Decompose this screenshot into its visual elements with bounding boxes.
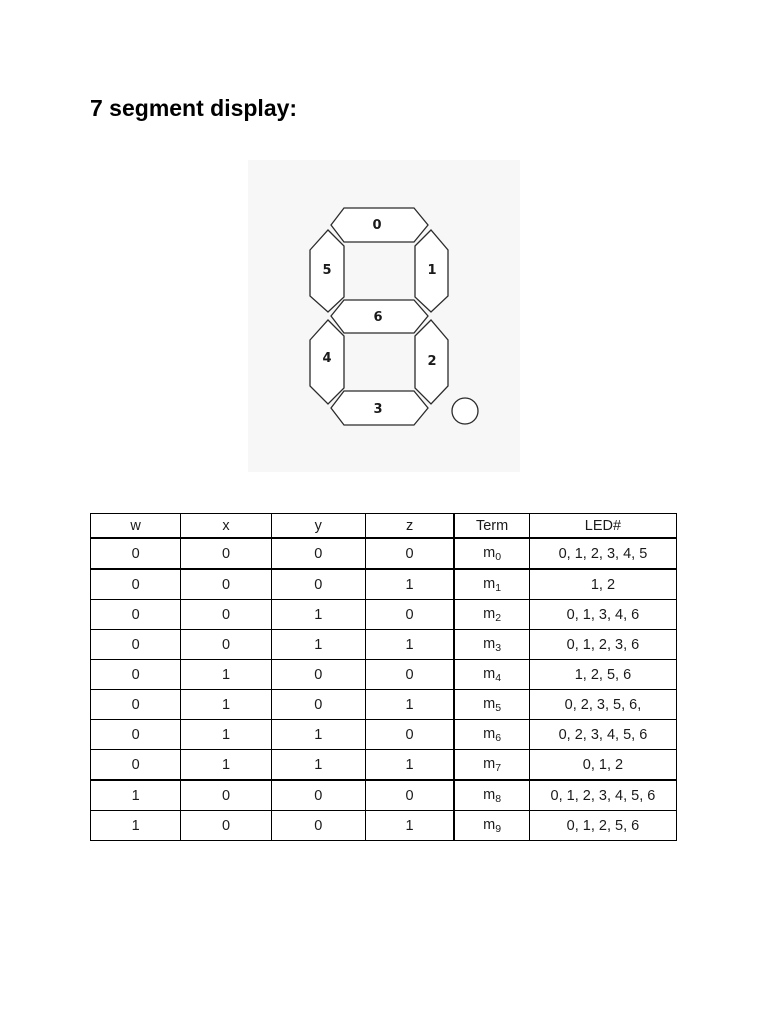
cell-w: 0	[91, 600, 181, 630]
cell-y: 0	[271, 780, 365, 811]
segment-2-label: 2	[427, 354, 437, 369]
cell-y: 1	[271, 630, 365, 660]
page-title: 7 segment display:	[90, 95, 298, 121]
term-subscript: 0	[495, 550, 502, 563]
cell-y: 0	[271, 660, 365, 690]
table-row	[91, 600, 677, 630]
cell-term	[454, 720, 529, 750]
cell-term	[454, 811, 529, 841]
term-subscript: 9	[495, 822, 502, 835]
cell-w: 0	[91, 630, 181, 660]
term-subscript: 6	[495, 731, 502, 744]
term-subscript: 8	[495, 792, 502, 805]
term-subscript: 7	[495, 761, 502, 774]
cell-term	[454, 690, 529, 720]
segment-1-label: 1	[427, 263, 437, 278]
cell-term	[454, 600, 529, 630]
cell-z: 1	[365, 690, 454, 720]
cell-y: 1	[271, 600, 365, 630]
cell-w: 0	[91, 660, 181, 690]
cell-term	[454, 660, 529, 690]
table-header-row	[91, 514, 677, 539]
cell-x: 0	[181, 811, 271, 841]
cell-w: 0	[91, 538, 181, 569]
cell-z: 1	[365, 811, 454, 841]
cell-w: 1	[91, 780, 181, 811]
header-term: Term	[454, 514, 529, 539]
cell-z: 0	[365, 720, 454, 750]
cell-term	[454, 569, 529, 600]
table-row	[91, 811, 677, 841]
cell-z: 0	[365, 600, 454, 630]
cell-y: 1	[271, 720, 365, 750]
cell-y: 0	[271, 811, 365, 841]
cell-term	[454, 630, 529, 660]
term-subscript: 5	[495, 701, 502, 714]
segment-6-label: 6	[373, 310, 383, 325]
truth-table	[90, 513, 677, 841]
cell-term	[454, 780, 529, 811]
table-row	[91, 750, 677, 781]
cell-term	[454, 538, 529, 569]
cell-w: 0	[91, 750, 181, 781]
term-symbol: m	[483, 575, 496, 592]
cell-z: 0	[365, 538, 454, 569]
term-symbol: m	[483, 786, 496, 803]
header-led: LED#	[529, 514, 676, 539]
segment-3-label: 3	[373, 402, 383, 417]
cell-led: 0, 1, 2, 3, 4, 5, 6	[529, 780, 676, 811]
cell-led: 0, 1, 3, 4, 6	[529, 600, 676, 630]
cell-led: 0, 2, 3, 4, 5, 6	[529, 720, 676, 750]
term-subscript: 3	[495, 641, 502, 654]
table-row	[91, 630, 677, 660]
table-row	[91, 780, 677, 811]
cell-led: 0, 1, 2	[529, 750, 676, 781]
seven-segment-diagram	[248, 160, 520, 472]
table-row	[91, 538, 677, 569]
cell-x: 0	[181, 630, 271, 660]
term-symbol: m	[483, 665, 496, 682]
term-subscript: 1	[495, 581, 502, 594]
cell-y: 0	[271, 538, 365, 569]
term-symbol: m	[483, 544, 496, 561]
term-subscript: 4	[495, 671, 502, 684]
cell-z: 0	[365, 660, 454, 690]
cell-z: 1	[365, 630, 454, 660]
cell-x: 1	[181, 720, 271, 750]
cell-z: 1	[365, 569, 454, 600]
table-row	[91, 569, 677, 600]
cell-led: 0, 1, 2, 5, 6	[529, 811, 676, 841]
cell-y: 1	[271, 750, 365, 781]
segment-0-label: 0	[372, 218, 382, 233]
cell-led: 0, 2, 3, 5, 6,	[529, 690, 676, 720]
cell-x: 0	[181, 600, 271, 630]
header-y: y	[271, 514, 365, 539]
table-row	[91, 720, 677, 750]
term-symbol: m	[483, 755, 496, 772]
segment-5-label: 5	[322, 263, 332, 278]
cell-z: 0	[365, 780, 454, 811]
cell-w: 0	[91, 569, 181, 600]
cell-y: 0	[271, 690, 365, 720]
cell-w: 0	[91, 690, 181, 720]
cell-x: 0	[181, 569, 271, 600]
cell-w: 0	[91, 720, 181, 750]
cell-led: 0, 1, 2, 3, 4, 5	[529, 538, 676, 569]
cell-x: 0	[181, 780, 271, 811]
header-w: w	[91, 514, 181, 539]
cell-led: 1, 2, 5, 6	[529, 660, 676, 690]
header-x: x	[181, 514, 271, 539]
cell-x: 0	[181, 538, 271, 569]
cell-z: 1	[365, 750, 454, 781]
cell-led: 0, 1, 2, 3, 6	[529, 630, 676, 660]
header-z: z	[365, 514, 454, 539]
cell-x: 1	[181, 750, 271, 781]
cell-led: 1, 2	[529, 569, 676, 600]
term-symbol: m	[483, 725, 496, 742]
cell-w: 1	[91, 811, 181, 841]
term-symbol: m	[483, 816, 496, 833]
cell-x: 1	[181, 690, 271, 720]
cell-y: 0	[271, 569, 365, 600]
cell-term	[454, 750, 529, 781]
term-symbol: m	[483, 635, 496, 652]
term-subscript: 2	[495, 611, 502, 624]
decimal-point	[452, 398, 478, 424]
segment-4-label: 4	[322, 351, 332, 366]
table-row	[91, 660, 677, 690]
table-row	[91, 690, 677, 720]
seven-segment-figure	[248, 160, 520, 472]
cell-x: 1	[181, 660, 271, 690]
term-symbol: m	[483, 605, 496, 622]
term-symbol: m	[483, 695, 496, 712]
